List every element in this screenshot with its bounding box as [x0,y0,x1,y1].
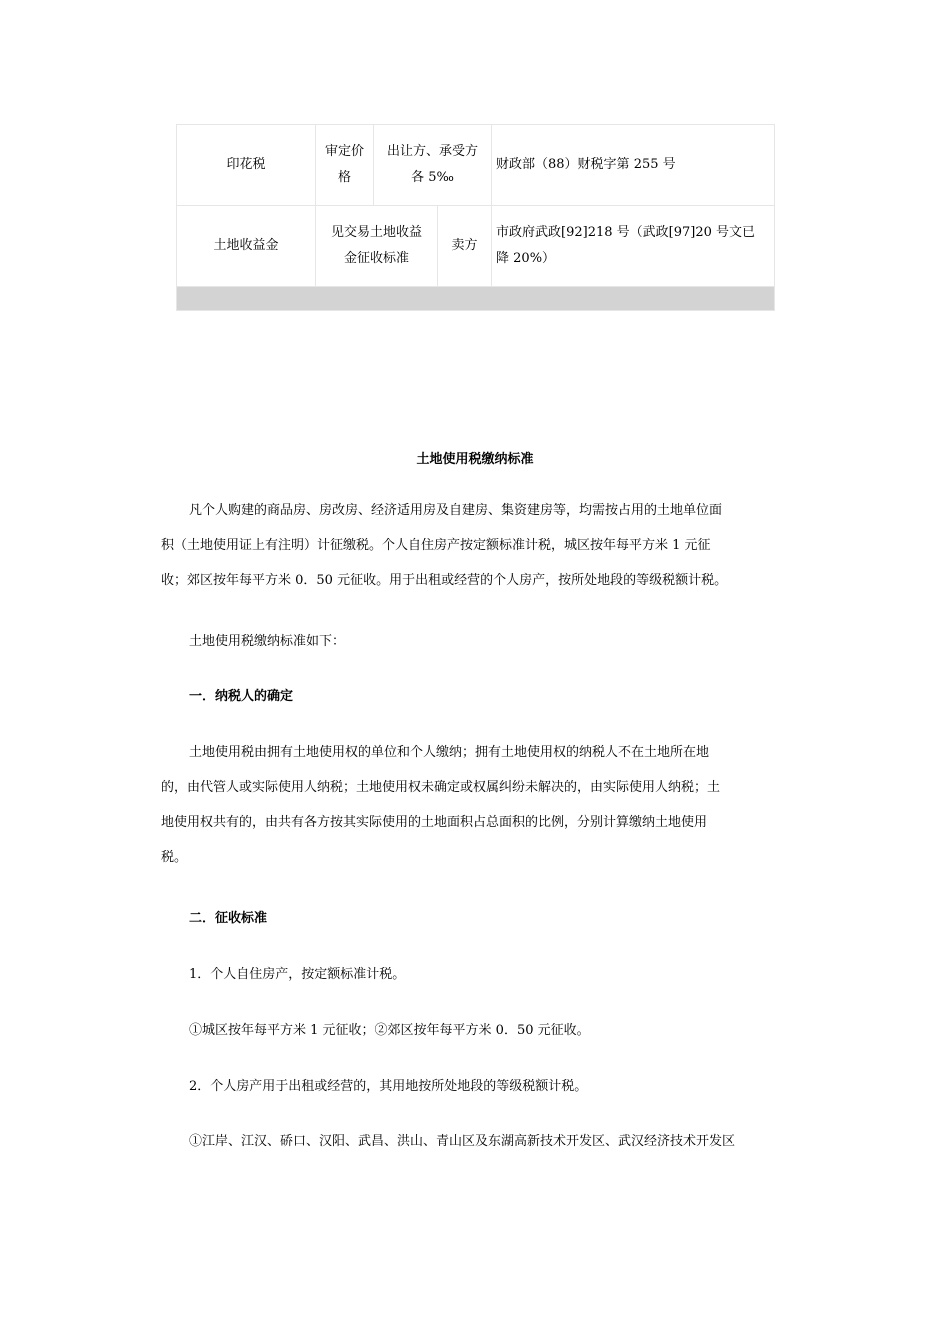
paragraph-line: 税。 [161,850,188,865]
tax-name-cell: 土地收益金 [177,206,316,287]
table-row [177,206,775,287]
cell-line: 卖方 [451,238,478,253]
cell-line: 格 [337,170,351,185]
tax-reference-cell [492,206,775,287]
table-footer-row [177,287,775,311]
tax-payer-cell [374,125,492,206]
tax-name-cell: 印花税 [177,125,316,206]
item-2: 2．个人房产用于出租或经营的，其用地按所处地段的等级税额计税。 [189,1079,588,1094]
item-2-detail: ①江岸、江汉、硚口、汉阳、武昌、洪山、青山区及东湖高新技术开发区、武汉经济技术开发区 [189,1134,736,1149]
cell-line: 见交易土地收益 [330,225,422,240]
cell-line: 降 20%） [496,251,556,266]
standard-intro: 土地使用税缴纳标准如下： [189,634,346,649]
tax-basis-cell [316,125,374,206]
paragraph-line: 凡个人购建的商品房、房改房、经济适用房及自建房、集资建房等，均需按占用的土地单位面 [189,503,723,518]
item-1: 1．个人自住房产，按定额标准计税。 [189,967,406,982]
heading-standards: 二．征收标准 [189,911,268,926]
cell-line: 市政府武政[92]218 号（武政[97]20 号文已 [496,225,756,240]
cell-line: 出让方、承受方 [387,144,479,159]
heading-taxpayer: 一．纳税人的确定 [189,689,294,704]
table-row [177,125,775,206]
item-1-detail: ①城区按年每平方米 1 元征收；②郊区按年每平方米 0．50 元征收。 [189,1023,590,1038]
paragraph-line: 土地使用税由拥有土地使用权的单位和个人缴纳；拥有土地使用权的纳税人不在土地所在地 [189,745,710,760]
paragraph-line: 积（土地使用证上有注明）计征缴税。个人自住房产按定额标准计税，城区按年每平方米 1 元征 [161,538,711,553]
paragraph-line: 的，由代管人或实际使用人纳税；土地使用权未确定或权属纠纷未解决的，由实际使用人纳税；土 [161,780,721,795]
tax-payer-cell [438,206,492,287]
intro-paragraph [161,493,791,598]
tax-reference-cell [492,125,775,206]
tax-table [176,124,775,311]
cell-line: 各 5‰ [411,170,454,185]
taxpayer-paragraph [161,735,791,875]
cell-line: 财政部（88）财税字第 255 号 [496,157,676,172]
cell-line: 审定价 [324,144,364,159]
paragraph-line: 收；郊区按年每平方米 0．50 元征收。用于出租或经营的个人房产，按所处地段的等级税额计税。 [161,573,728,588]
tax-basis-cell [316,206,438,287]
paragraph-line: 地使用权共有的，由共有各方按其实际使用的土地面积占总面积的比例，分别计算缴纳土地使用 [161,815,708,830]
table-footer-bar [177,287,775,311]
cell-line: 金征收标准 [343,251,409,266]
section-title: 土地使用税缴纳标准 [416,452,534,467]
